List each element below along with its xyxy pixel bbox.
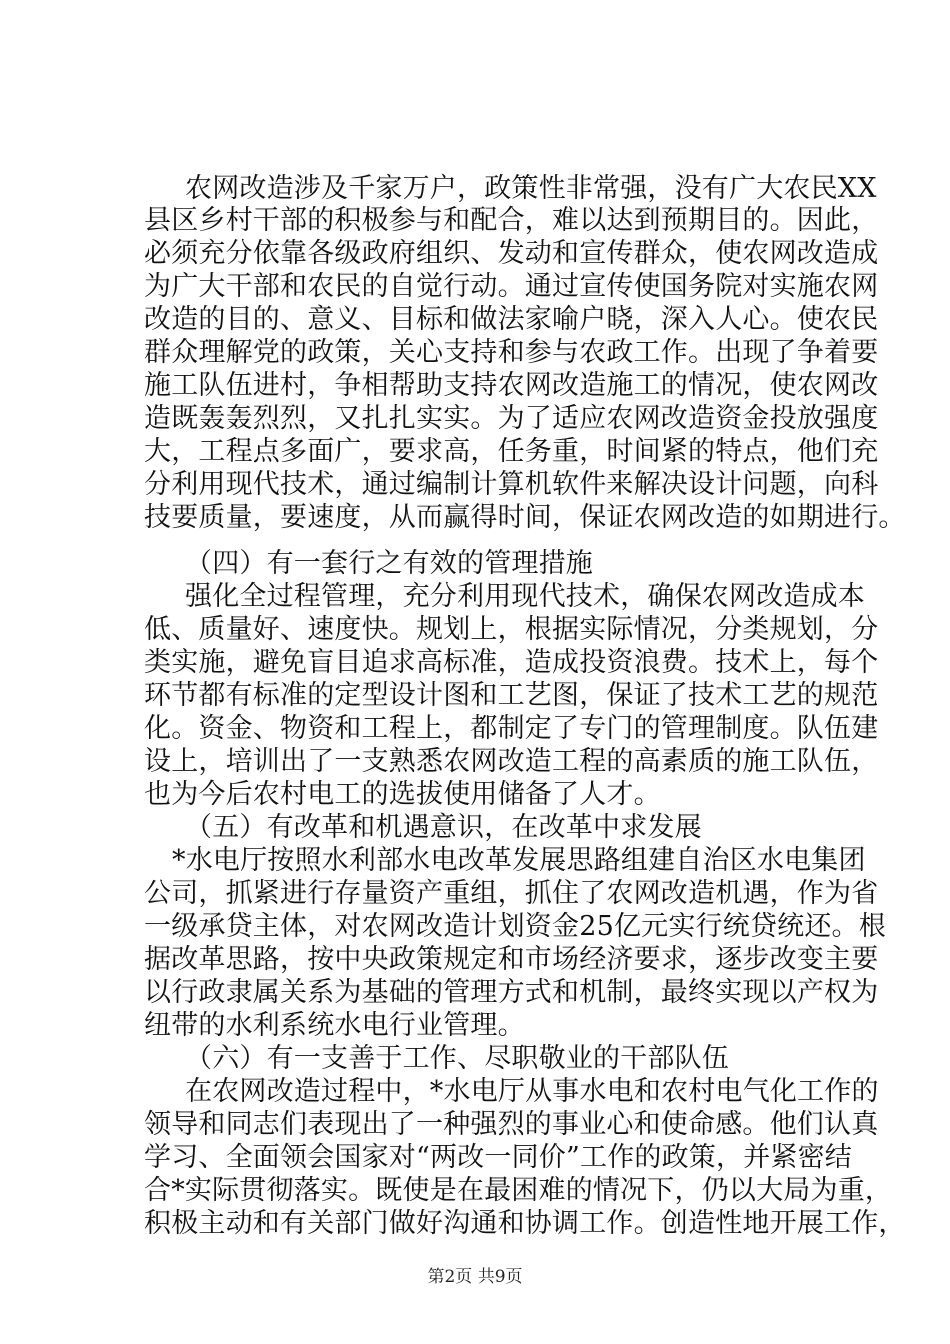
paragraph-line: 为广大干部和农民的自觉行动。通过宣传使国务院对实施农网 bbox=[144, 271, 879, 302]
paragraph-line: 也为今后农村电工的选拔使用储备了人才。 bbox=[144, 779, 661, 810]
paragraph-line: 领导和同志们表现出了一种强烈的事业心和使命感。他们认真 bbox=[144, 1109, 879, 1140]
paragraph-line: 积极主动和有关部门做好沟通和协调工作。创造性地开展工作， bbox=[144, 1208, 906, 1239]
section-heading: （六）有一支善于工作、尽职敬业的干部队伍 bbox=[185, 1043, 729, 1074]
paragraph-line: 必须充分依靠各级政府组织、发动和宣传群众，使农网改造成 bbox=[144, 238, 879, 269]
paragraph-line: 类实施，避免盲目追求高标准，造成投资浪费。技术上，每个 bbox=[144, 647, 879, 678]
paragraph-line: 合*实际贯彻落实。既使是在最困难的情况下，仍以大局为重， bbox=[144, 1175, 893, 1206]
paragraph-line: 大，工程点多面广，要求高，任务重，时间紧的特点，他们充 bbox=[144, 436, 879, 467]
paragraph-line: 造既轰轰烈烈，又扎扎实实。为了适应农网改造资金投放强度 bbox=[144, 403, 879, 434]
section-heading: （四）有一套行之有效的管理措施 bbox=[185, 548, 593, 579]
page-number-footer: 第2页 共9页 bbox=[427, 1267, 523, 1287]
paragraph-line: 强化全过程管理，充分利用现代技术，确保农网改造成本 bbox=[185, 581, 865, 612]
paragraph-line: 低、质量好、速度快。规划上，根据实际情况，分类规划，分 bbox=[144, 614, 879, 645]
paragraph-line: 群众理解党的政策，关心支持和参与农政工作。出现了争着要 bbox=[144, 337, 879, 368]
paragraph-line: 施工队伍进村，争相帮助支持农网改造施工的情况，使农网改 bbox=[144, 370, 879, 401]
paragraph-line: *水电厅按照水利部水电改革发展思路组建自治区水电集团 bbox=[172, 845, 866, 876]
paragraph-line: 据改革思路，按中央政策规定和市场经济要求，逐步改变主要 bbox=[144, 944, 879, 975]
paragraph-line: 一级承贷主体，对农网改造计划资金25亿元实行统贷统还。根 bbox=[144, 911, 886, 942]
paragraph-line: 技要质量，要速度，从而赢得时间，保证农网改造的如期进行。 bbox=[144, 502, 906, 533]
paragraph-line: 改造的目的、意义、目标和做法家喻户晓，深入人心。使农民 bbox=[144, 304, 879, 335]
paragraph-line: 化。资金、物资和工程上，都制定了专门的管理制度。队伍建 bbox=[144, 713, 879, 744]
paragraph-line: 县区乡村干部的积极参与和配合，难以达到预期目的。因此， bbox=[144, 205, 879, 236]
paragraph-line: 农网改造涉及千家万户，政策性非常强，没有广大农民XX bbox=[185, 173, 877, 204]
section-heading: （五）有改革和机遇意识，在改革中求发展 bbox=[185, 812, 702, 843]
paragraph-line: 设上，培训出了一支熟悉农网改造工程的高素质的施工队伍， bbox=[144, 746, 879, 777]
paragraph-line: 公司，抓紧进行存量资产重组，抓住了农网改造机遇，作为省 bbox=[144, 878, 879, 909]
paragraph-line: 分利用现代技术，通过编制计算机软件来解决设计问题，向科 bbox=[144, 469, 879, 500]
paragraph-line: 学习、全面领会国家对“两改一同价”工作的政策，并紧密结 bbox=[144, 1142, 853, 1173]
paragraph-line: 纽带的水利系统水电行业管理。 bbox=[144, 1010, 525, 1041]
paragraph-line: 在农网改造过程中，*水电厅从事水电和农村电气化工作的 bbox=[185, 1076, 879, 1107]
paragraph-line: 环节都有标准的定型设计图和工艺图，保证了技术工艺的规范 bbox=[144, 680, 879, 711]
paragraph-line: 以行政隶属关系为基础的管理方式和机制，最终实现以产权为 bbox=[144, 977, 879, 1008]
